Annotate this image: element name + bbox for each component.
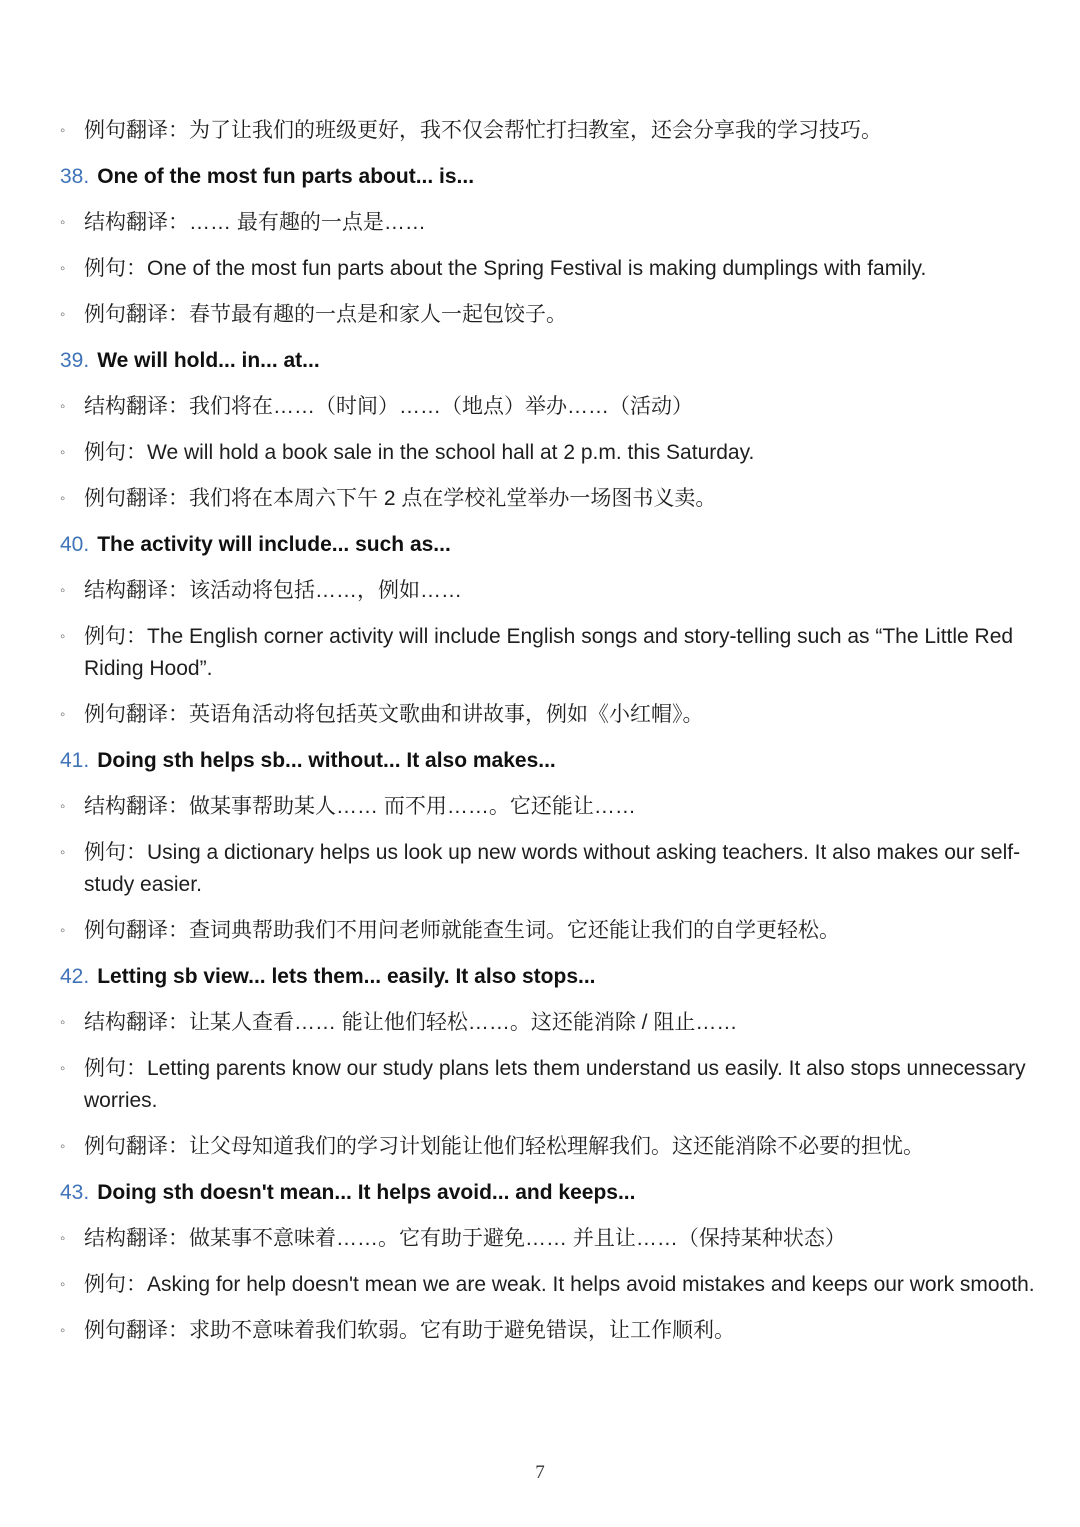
bullet-item (60, 430, 1050, 476)
bullet-icon: ◦ (60, 1276, 66, 1293)
bullet-icon: ◦ (60, 214, 66, 231)
item-text: 例句：Using a dictionary helps us look up new words without asking teachers. It also makes our self-study easier. (84, 841, 1021, 896)
bullet-item (60, 784, 1050, 830)
item-text: 结构翻译：让某人查看…… 能让他们轻松……。这还能消除 / 阻止…… (84, 1011, 738, 1034)
pattern-heading (60, 954, 1050, 1000)
bullet-icon: ◦ (60, 444, 66, 461)
bullet-item (60, 476, 1050, 522)
item-text: 例句翻译：为了让我们的班级更好，我不仅会帮忙打扫教室，还会分享我的学习技巧。 (84, 119, 882, 142)
continued-items (60, 108, 1050, 154)
bullet-item (60, 1308, 1050, 1354)
item-text: 结构翻译：该活动将包括……，例如…… (84, 579, 462, 602)
bullet-item (60, 1262, 1050, 1308)
item-text: 例句：Asking for help doesn't mean we are weak. It helps avoid mistakes and keeps our work smooth. (84, 1273, 1035, 1296)
pattern-number: 43. (60, 1181, 90, 1204)
bullet-item (60, 1124, 1050, 1170)
bullet-item (60, 568, 1050, 614)
bullet-item (60, 200, 1050, 246)
item-text: 结构翻译：…… 最有趣的一点是…… (84, 211, 426, 234)
bullet-item (60, 1216, 1050, 1262)
pattern-section (60, 954, 1050, 1170)
pattern-section (60, 154, 1050, 338)
bullet-icon: ◦ (60, 1322, 66, 1339)
item-text: 例句翻译：春节最有趣的一点是和家人一起包饺子。 (84, 303, 567, 326)
pattern-number: 41. (60, 749, 90, 772)
pattern-section (60, 738, 1050, 954)
bullet-icon: ◦ (60, 1060, 66, 1077)
bullet-icon: ◦ (60, 398, 66, 415)
pattern-heading (60, 738, 1050, 784)
pattern-number: 39. (60, 349, 90, 372)
pattern-section (60, 1170, 1050, 1354)
bullet-item (60, 1000, 1050, 1046)
bullet-icon: ◦ (60, 1014, 66, 1031)
pattern-title: We will hold... in... at... (97, 349, 320, 372)
bullet-icon: ◦ (60, 306, 66, 323)
bullet-item (60, 108, 1050, 154)
pattern-title: Doing sth helps sb... without... It also makes... (97, 749, 556, 772)
bullet-item (60, 384, 1050, 430)
pattern-title: One of the most fun parts about... is... (97, 165, 475, 188)
sections-list (60, 154, 1050, 1354)
document-body (60, 108, 1050, 1354)
bullet-icon: ◦ (60, 844, 66, 861)
pattern-heading (60, 1170, 1050, 1216)
item-text: 例句翻译：英语角活动将包括英文歌曲和讲故事，例如《小红帽》。 (84, 703, 704, 726)
pattern-title: Doing sth doesn't mean... It helps avoid... and keeps... (97, 1181, 636, 1204)
bullet-item (60, 246, 1050, 292)
item-text: 例句翻译：查词典帮助我们不用问老师就能查生词。它还能让我们的自学更轻松。 (84, 919, 840, 942)
item-text: 例句：One of the most fun parts about the Spring Festival is making dumplings with family. (84, 257, 927, 280)
bullet-item (60, 830, 1050, 908)
bullet-icon: ◦ (60, 122, 66, 139)
bullet-icon: ◦ (60, 798, 66, 815)
bullet-icon: ◦ (60, 582, 66, 599)
pattern-section (60, 338, 1050, 522)
item-text: 结构翻译：做某事不意味着……。它有助于避免…… 并且让……（保持某种状态） (84, 1227, 846, 1250)
pattern-number: 42. (60, 965, 90, 988)
pattern-number: 38. (60, 165, 90, 188)
bullet-icon: ◦ (60, 260, 66, 277)
item-text: 例句：We will hold a book sale in the school hall at 2 p.m. this Saturday. (84, 441, 755, 464)
item-text: 例句翻译：我们将在本周六下午 2 点在学校礼堂举办一场图书义卖。 (84, 487, 717, 510)
bullet-item (60, 292, 1050, 338)
pattern-title: The activity will include... such as... (97, 533, 451, 556)
bullet-item (60, 692, 1050, 738)
bullet-item (60, 908, 1050, 954)
item-text: 结构翻译：做某事帮助某人…… 而不用……。它还能让…… (84, 795, 636, 818)
bullet-icon: ◦ (60, 1230, 66, 1247)
bullet-item (60, 614, 1050, 692)
item-text: 结构翻译：我们将在……（时间）……（地点）举办……（活动） (84, 395, 693, 418)
bullet-icon: ◦ (60, 706, 66, 723)
page-number: 7 (535, 1462, 545, 1483)
pattern-heading (60, 522, 1050, 568)
pattern-title: Letting sb view... lets them... easily. It also stops... (97, 965, 596, 988)
bullet-item (60, 1046, 1050, 1124)
bullet-icon: ◦ (60, 922, 66, 939)
bullet-icon: ◦ (60, 1138, 66, 1155)
item-text: 例句翻译：求助不意味着我们软弱。它有助于避免错误，让工作顺利。 (84, 1319, 735, 1342)
bullet-icon: ◦ (60, 490, 66, 507)
bullet-icon: ◦ (60, 628, 66, 645)
item-text: 例句：The English corner activity will include English songs and story-telling such as “The Little Red Riding Hood”. (84, 625, 1014, 680)
pattern-heading (60, 338, 1050, 384)
pattern-heading (60, 154, 1050, 200)
pattern-number: 40. (60, 533, 90, 556)
item-text: 例句：Letting parents know our study plans lets them understand us easily. It also stops unnecessary worries. (84, 1057, 1026, 1112)
item-text: 例句翻译：让父母知道我们的学习计划能让他们轻松理解我们。这还能消除不必要的担忧。 (84, 1135, 924, 1158)
pattern-section (60, 522, 1050, 738)
